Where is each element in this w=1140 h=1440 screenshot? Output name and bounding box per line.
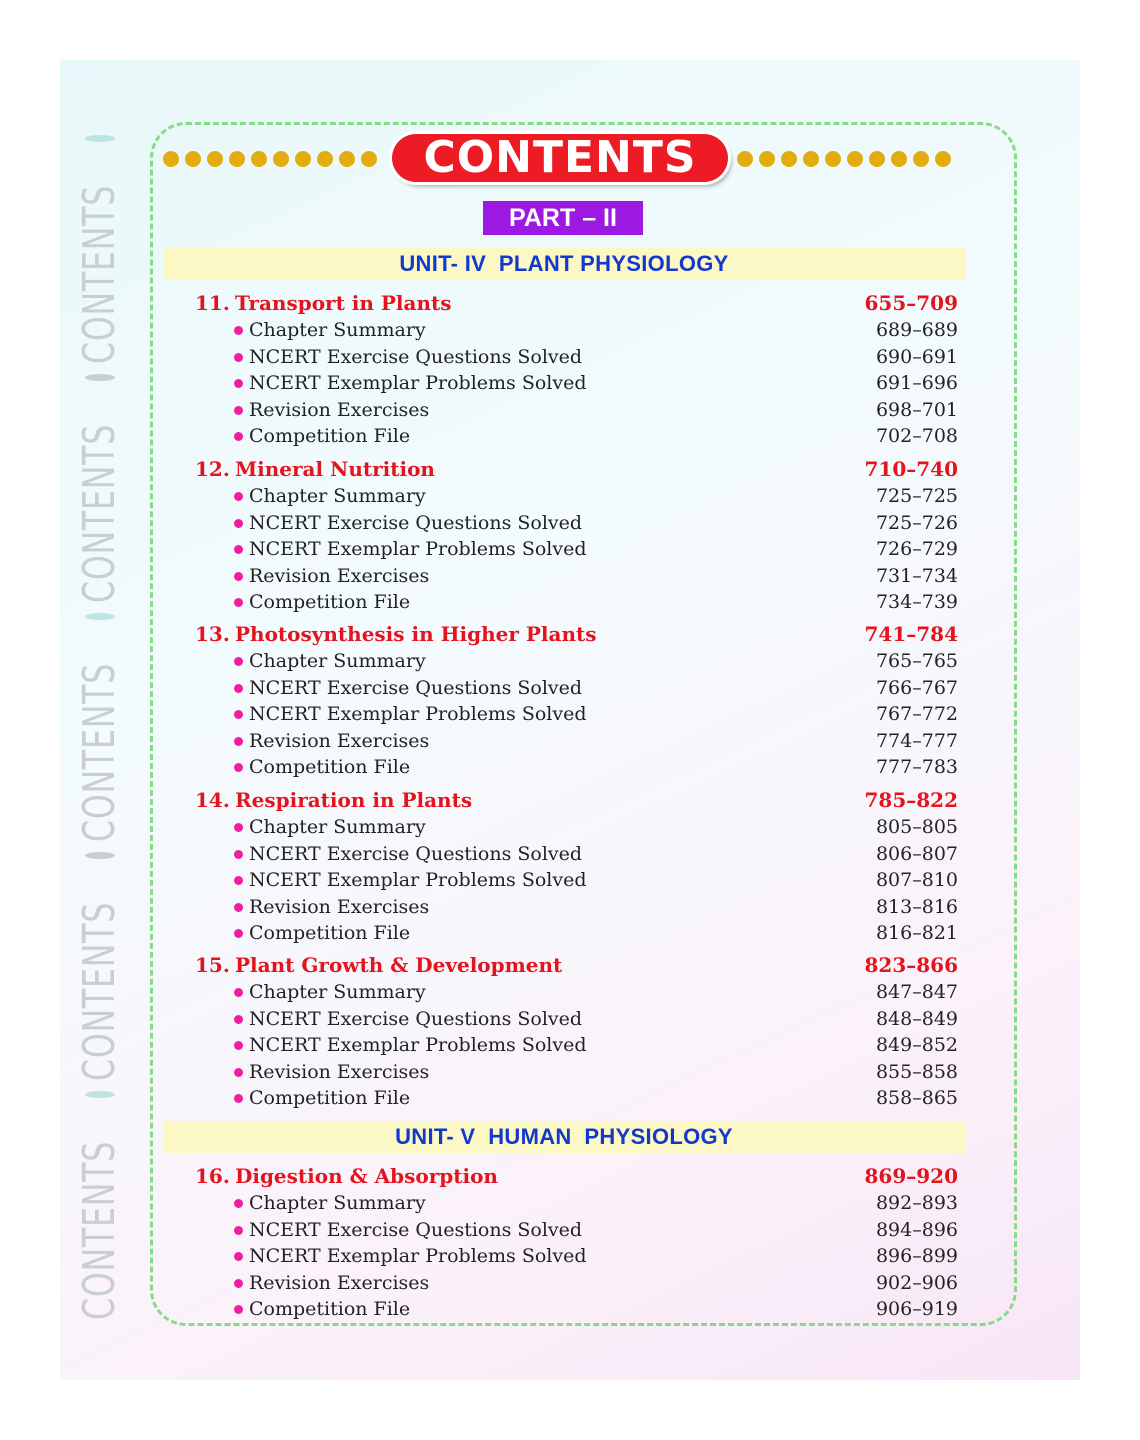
bullet-icon xyxy=(234,492,243,501)
chapter-subitem xyxy=(0,1032,1140,1058)
chapter-subitem xyxy=(0,675,1140,701)
chapter-number: 13. xyxy=(195,622,230,646)
bullet-icon xyxy=(234,1305,243,1314)
side-watermark-word: CONTENTS xyxy=(74,423,125,603)
side-watermark-dot xyxy=(85,135,115,142)
subitem-pages: 816–821 xyxy=(875,922,958,944)
subitem-label: Competition File xyxy=(249,1087,411,1109)
subitem-label: NCERT Exemplar Problems Solved xyxy=(249,869,587,891)
subitem-pages: 892–893 xyxy=(875,1192,958,1214)
chapter-pages: 785–822 xyxy=(864,788,958,812)
subitem-pages: 725–726 xyxy=(875,512,958,534)
subitem-label: Chapter Summary xyxy=(249,319,426,341)
part-badge: PART – II xyxy=(483,201,643,235)
chapter-title: Transport in Plants xyxy=(235,291,452,315)
subitem-pages: 691–696 xyxy=(875,372,958,394)
decorative-dot xyxy=(185,151,201,167)
subitem-label: NCERT Exemplar Problems Solved xyxy=(249,1245,587,1267)
decorative-dot xyxy=(207,151,223,167)
decorative-dot xyxy=(273,151,289,167)
subitem-label: Revision Exercises xyxy=(249,399,430,421)
subitem-label: NCERT Exemplar Problems Solved xyxy=(249,703,587,725)
chapter-title: Photosynthesis in Higher Plants xyxy=(235,622,597,646)
chapter-subitem xyxy=(0,510,1140,536)
chapter-subitem xyxy=(0,979,1140,1005)
chapter-subitem xyxy=(0,754,1140,780)
subitem-label: Competition File xyxy=(249,425,411,447)
subitem-pages: 902–906 xyxy=(875,1272,958,1294)
chapter-subitem xyxy=(0,1270,1140,1296)
bullet-icon xyxy=(234,1279,243,1288)
decorative-dot xyxy=(737,151,753,167)
bullet-icon xyxy=(234,1094,243,1103)
subitem-label: NCERT Exemplar Problems Solved xyxy=(249,1034,587,1056)
chapter-subitem xyxy=(0,648,1140,674)
bullet-icon xyxy=(234,710,243,719)
chapter-subitem xyxy=(0,1243,1140,1269)
subitem-pages: 766–767 xyxy=(875,677,958,699)
subitem-pages: 777–783 xyxy=(875,756,958,778)
chapter-subitem xyxy=(0,920,1140,946)
decorative-dot xyxy=(251,151,267,167)
chapter-subitem xyxy=(0,814,1140,840)
bullet-icon xyxy=(234,903,243,912)
subitem-pages: 858–865 xyxy=(875,1087,958,1109)
bullet-icon xyxy=(234,657,243,666)
decorative-dot xyxy=(781,151,797,167)
subitem-label: Competition File xyxy=(249,591,411,613)
subitem-pages: 726–729 xyxy=(875,538,958,560)
decorative-dot xyxy=(847,151,863,167)
side-watermark-word: CONTENTS xyxy=(74,1140,125,1320)
unit-heading: UNIT- V HUMAN PHYSIOLOGY xyxy=(163,1121,965,1153)
subitem-label: Competition File xyxy=(249,1298,411,1320)
chapter-row xyxy=(0,456,1140,482)
subitem-pages: 774–777 xyxy=(875,730,958,752)
bullet-icon xyxy=(234,545,243,554)
bullet-icon xyxy=(234,1015,243,1024)
chapter-title: Respiration in Plants xyxy=(235,788,473,812)
chapter-row xyxy=(0,621,1140,647)
decorative-dot xyxy=(317,151,333,167)
subitem-pages: 906–919 xyxy=(875,1298,958,1320)
bullet-icon xyxy=(234,1199,243,1208)
chapter-subitem xyxy=(0,370,1140,396)
side-watermark-word: CONTENTS xyxy=(74,184,125,364)
decorative-dot xyxy=(869,151,885,167)
bullet-icon xyxy=(234,1041,243,1050)
decorative-dot xyxy=(361,151,377,167)
subitem-pages: 855–858 xyxy=(875,1061,958,1083)
decorative-dot xyxy=(913,151,929,167)
bullet-icon xyxy=(234,379,243,388)
subitem-label: Chapter Summary xyxy=(249,816,426,838)
subitem-label: Chapter Summary xyxy=(249,1192,426,1214)
chapter-subitem xyxy=(0,344,1140,370)
decorative-dot xyxy=(163,151,179,167)
subitem-pages: 689–689 xyxy=(875,319,958,341)
subitem-label: NCERT Exercise Questions Solved xyxy=(249,512,583,534)
subitem-label: Competition File xyxy=(249,922,411,944)
decorative-dot xyxy=(759,151,775,167)
subitem-label: NCERT Exercise Questions Solved xyxy=(249,843,583,865)
bullet-icon xyxy=(234,1068,243,1077)
bullet-icon xyxy=(234,823,243,832)
chapter-subitem xyxy=(0,423,1140,449)
subitem-label: Chapter Summary xyxy=(249,485,426,507)
chapter-subitem xyxy=(0,1006,1140,1032)
chapter-number: 15. xyxy=(195,953,230,977)
subitem-label: Revision Exercises xyxy=(249,1061,430,1083)
chapter-pages: 741–784 xyxy=(864,622,958,646)
chapter-subitem xyxy=(0,701,1140,727)
decorative-dot xyxy=(295,151,311,167)
title-dots-right xyxy=(737,148,951,170)
bullet-icon xyxy=(234,684,243,693)
chapter-subitem xyxy=(0,563,1140,589)
decorative-dot xyxy=(229,151,245,167)
subitem-label: Chapter Summary xyxy=(249,981,426,1003)
chapter-pages: 710–740 xyxy=(864,457,958,481)
chapter-row xyxy=(0,787,1140,813)
contents-title: CONTENTS xyxy=(392,134,728,182)
bullet-icon xyxy=(234,598,243,607)
bullet-icon xyxy=(234,519,243,528)
subitem-pages: 765–765 xyxy=(875,650,958,672)
chapter-pages: 869–920 xyxy=(864,1164,958,1188)
chapter-subitem xyxy=(0,728,1140,754)
unit-heading: UNIT- IV PLANT PHYSIOLOGY xyxy=(163,248,965,280)
chapter-pages: 823–866 xyxy=(864,953,958,977)
subitem-label: NCERT Exercise Questions Solved xyxy=(249,1008,583,1030)
chapter-row xyxy=(0,1163,1140,1189)
subitem-label: NCERT Exemplar Problems Solved xyxy=(249,538,587,560)
chapter-subitem xyxy=(0,867,1140,893)
subitem-pages: 813–816 xyxy=(875,896,958,918)
bullet-icon xyxy=(234,326,243,335)
chapter-subitem xyxy=(0,397,1140,423)
chapter-subitem xyxy=(0,1085,1140,1111)
bullet-icon xyxy=(234,988,243,997)
chapter-subitem xyxy=(0,1296,1140,1322)
bullet-icon xyxy=(234,572,243,581)
bullet-icon xyxy=(234,1252,243,1261)
subitem-pages: 690–691 xyxy=(875,346,958,368)
chapter-subitem xyxy=(0,483,1140,509)
chapter-title: Plant Growth & Development xyxy=(235,953,563,977)
decorative-dot xyxy=(339,151,355,167)
subitem-pages: 698–701 xyxy=(875,399,958,421)
bullet-icon xyxy=(234,850,243,859)
subitem-label: Chapter Summary xyxy=(249,650,426,672)
subitem-pages: 767–772 xyxy=(875,703,958,725)
bullet-icon xyxy=(234,929,243,938)
subitem-pages: 725–725 xyxy=(875,485,958,507)
subitem-pages: 805–805 xyxy=(875,816,958,838)
chapter-title: Mineral Nutrition xyxy=(235,457,435,481)
bullet-icon xyxy=(234,353,243,362)
subitem-pages: 807–810 xyxy=(875,869,958,891)
decorative-dot xyxy=(935,151,951,167)
chapter-title: Digestion & Absorption xyxy=(235,1164,498,1188)
subitem-label: NCERT Exercise Questions Solved xyxy=(249,677,583,699)
chapter-row xyxy=(0,290,1140,316)
subitem-pages: 894–896 xyxy=(875,1219,958,1241)
bullet-icon xyxy=(234,876,243,885)
subitem-pages: 734–739 xyxy=(875,591,958,613)
chapter-subitem xyxy=(0,894,1140,920)
chapter-subitem xyxy=(0,589,1140,615)
chapter-subitem xyxy=(0,1059,1140,1085)
subitem-label: Revision Exercises xyxy=(249,896,430,918)
chapter-subitem xyxy=(0,1217,1140,1243)
title-dots-left xyxy=(163,148,377,170)
subitem-label: Revision Exercises xyxy=(249,1272,430,1294)
bullet-icon xyxy=(234,1226,243,1235)
subitem-pages: 849–852 xyxy=(875,1034,958,1056)
side-watermark-word: CONTENTS xyxy=(74,901,125,1081)
subitem-label: Competition File xyxy=(249,756,411,778)
subitem-pages: 731–734 xyxy=(875,565,958,587)
decorative-dot xyxy=(891,151,907,167)
chapter-subitem xyxy=(0,1190,1140,1216)
subitem-label: Revision Exercises xyxy=(249,730,430,752)
bullet-icon xyxy=(234,406,243,415)
bullet-icon xyxy=(234,432,243,441)
bullet-icon xyxy=(234,763,243,772)
chapter-subitem xyxy=(0,536,1140,562)
subitem-pages: 702–708 xyxy=(875,425,958,447)
chapter-subitem xyxy=(0,317,1140,343)
subitem-pages: 848–849 xyxy=(875,1008,958,1030)
decorative-dot xyxy=(825,151,841,167)
bullet-icon xyxy=(234,737,243,746)
chapter-number: 11. xyxy=(195,291,230,315)
chapter-number: 16. xyxy=(195,1164,230,1188)
subitem-pages: 806–807 xyxy=(875,843,958,865)
chapter-number: 12. xyxy=(195,457,230,481)
subitem-pages: 847–847 xyxy=(875,981,958,1003)
chapter-subitem xyxy=(0,841,1140,867)
subitem-label: Revision Exercises xyxy=(249,565,430,587)
subitem-label: NCERT Exercise Questions Solved xyxy=(249,1219,583,1241)
subitem-label: NCERT Exemplar Problems Solved xyxy=(249,372,587,394)
decorative-dot xyxy=(803,151,819,167)
chapter-pages: 655–709 xyxy=(864,291,958,315)
side-watermark-word: CONTENTS xyxy=(74,662,125,842)
chapter-number: 14. xyxy=(195,788,230,812)
chapter-row xyxy=(0,952,1140,978)
subitem-pages: 896–899 xyxy=(875,1245,958,1267)
subitem-label: NCERT Exercise Questions Solved xyxy=(249,346,583,368)
